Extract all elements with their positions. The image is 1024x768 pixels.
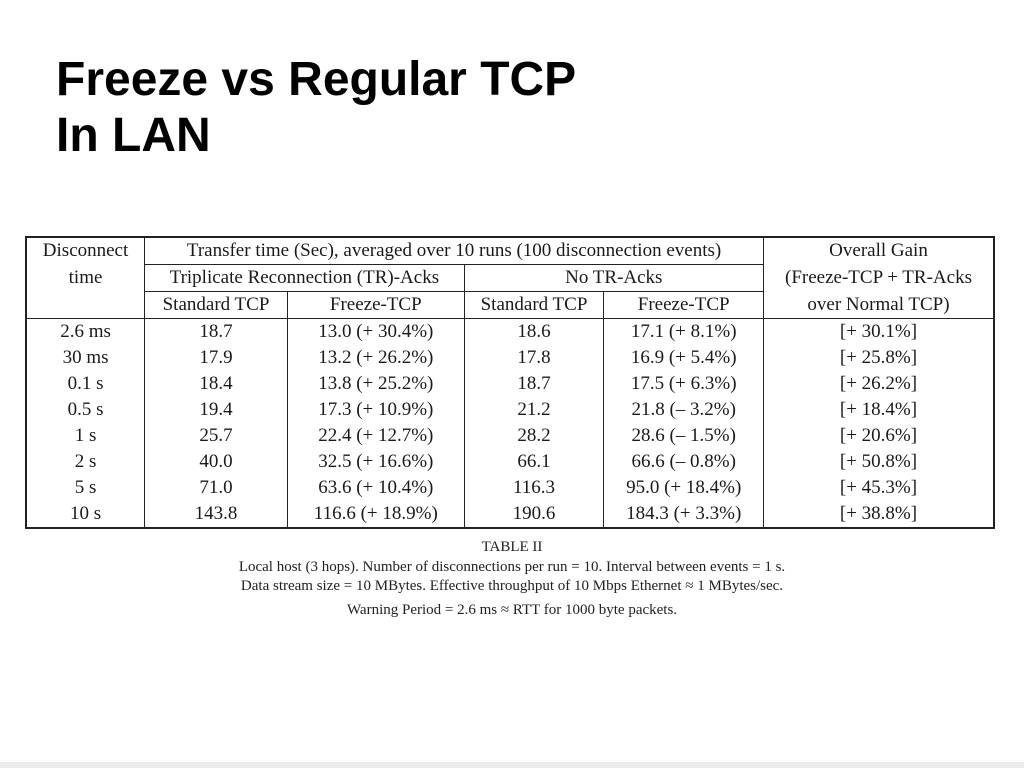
results-table bbox=[25, 236, 995, 529]
cell-time: 10 s bbox=[26, 501, 145, 528]
header-no-tr-acks: No TR-Acks bbox=[464, 265, 763, 292]
cell-tr-standard: 17.9 bbox=[145, 345, 288, 371]
cell-no-freeze: 184.3 (+ 3.3%) bbox=[604, 501, 764, 528]
cell-gain: [+ 20.6%] bbox=[839, 425, 918, 446]
cell-time: 0.5 s bbox=[26, 397, 145, 423]
cell-time: 0.1 s bbox=[26, 371, 145, 397]
cell-tr-freeze: 13.8 (+ 25.2%) bbox=[287, 371, 464, 397]
cell-no-freeze: 28.6 (– 1.5%) bbox=[604, 423, 764, 449]
header-no-standard-tcp: Standard TCP bbox=[464, 292, 604, 319]
cell-no-standard: 17.8 bbox=[464, 345, 604, 371]
table-row bbox=[26, 371, 994, 397]
caption-label: TABLE II bbox=[481, 539, 543, 555]
cell-no-standard: 18.7 bbox=[464, 371, 604, 397]
cell-no-freeze: 66.6 (– 0.8%) bbox=[604, 449, 764, 475]
cell-no-standard: 190.6 bbox=[464, 501, 604, 528]
cell-no-standard: 18.6 bbox=[464, 319, 604, 346]
slide-title bbox=[56, 52, 576, 164]
cell-time: 1 s bbox=[26, 423, 145, 449]
cell-tr-standard: 18.7 bbox=[145, 319, 288, 346]
cell-tr-freeze: 32.5 (+ 16.6%) bbox=[287, 449, 464, 475]
header-transfer-time: Transfer time (Sec), averaged over 10 runs (100 disconnection events) bbox=[145, 237, 764, 265]
bottom-divider bbox=[0, 762, 1024, 768]
header-row-3 bbox=[26, 292, 994, 319]
cell-no-standard: 21.2 bbox=[464, 397, 604, 423]
cell-no-freeze: 95.0 (+ 18.4%) bbox=[604, 475, 764, 501]
cell-gain: [+ 30.1%] bbox=[839, 321, 918, 342]
header-disconnect-line2: time bbox=[26, 265, 145, 292]
caption-line-3: Warning Period = 2.6 ms ≈ RTT for 1000 byte packets. bbox=[346, 601, 678, 618]
cell-no-freeze: 17.5 (+ 6.3%) bbox=[604, 371, 764, 397]
caption-line-1: Local host (3 hops). Number of disconnections per run = 10. Interval between events = 1 s. bbox=[238, 558, 786, 575]
cell-no-freeze: 16.9 (+ 5.4%) bbox=[604, 345, 764, 371]
cell-tr-freeze: 13.0 (+ 30.4%) bbox=[287, 319, 464, 346]
caption-line-2: Data stream size = 10 MBytes. Effective throughput of 10 Mbps Ethernet ≈ 1 MBytes/sec. bbox=[240, 578, 784, 594]
cell-tr-freeze: 63.6 (+ 10.4%) bbox=[287, 475, 464, 501]
table-row bbox=[26, 423, 994, 449]
table-caption bbox=[0, 538, 1024, 620]
cell-tr-standard: 143.8 bbox=[145, 501, 288, 528]
cell-gain: [+ 45.3%] bbox=[839, 477, 918, 498]
cell-tr-standard: 40.0 bbox=[145, 449, 288, 475]
cell-tr-standard: 18.4 bbox=[145, 371, 288, 397]
title-line-2: In LAN bbox=[56, 109, 211, 162]
cell-tr-standard: 25.7 bbox=[145, 423, 288, 449]
table-row bbox=[26, 475, 994, 501]
cell-no-standard: 66.1 bbox=[464, 449, 604, 475]
cell-time: 5 s bbox=[26, 475, 145, 501]
header-no-freeze-tcp: Freeze-TCP bbox=[604, 292, 764, 319]
header-disconnect-line1: Disconnect bbox=[26, 237, 145, 265]
cell-time: 2 s bbox=[26, 449, 145, 475]
cell-gain: [+ 18.4%] bbox=[839, 399, 918, 420]
cell-gain: [+ 26.2%] bbox=[839, 373, 918, 394]
cell-gain: [+ 38.8%] bbox=[839, 503, 918, 524]
header-tr-acks: Triplicate Reconnection (TR)-Acks bbox=[145, 265, 465, 292]
header-overall-gain-line1: Overall Gain bbox=[829, 240, 928, 262]
cell-tr-standard: 19.4 bbox=[145, 397, 288, 423]
cell-tr-freeze: 17.3 (+ 10.9%) bbox=[287, 397, 464, 423]
cell-no-freeze: 21.8 (– 3.2%) bbox=[604, 397, 764, 423]
cell-gain: [+ 50.8%] bbox=[839, 451, 918, 472]
table-row bbox=[26, 449, 994, 475]
cell-tr-freeze: 116.6 (+ 18.9%) bbox=[287, 501, 464, 528]
cell-tr-freeze: 13.2 (+ 26.2%) bbox=[287, 345, 464, 371]
header-tr-freeze-tcp: Freeze-TCP bbox=[287, 292, 464, 319]
table-row bbox=[26, 345, 994, 371]
cell-no-freeze: 17.1 (+ 8.1%) bbox=[604, 319, 764, 346]
cell-tr-standard: 71.0 bbox=[145, 475, 288, 501]
header-overall-gain-line3: over Normal TCP) bbox=[764, 292, 995, 319]
cell-gain: [+ 25.8%] bbox=[839, 347, 918, 368]
cell-tr-freeze: 22.4 (+ 12.7%) bbox=[287, 423, 464, 449]
header-tr-standard-tcp: Standard TCP bbox=[145, 292, 288, 319]
cell-no-standard: 116.3 bbox=[464, 475, 604, 501]
header-overall-gain-line2: (Freeze-TCP + TR-Acks bbox=[785, 267, 972, 288]
header-disconnect-blank bbox=[26, 292, 145, 319]
table-row bbox=[26, 319, 994, 346]
table-row bbox=[26, 501, 994, 528]
header-row-1 bbox=[26, 237, 994, 265]
table-row bbox=[26, 397, 994, 423]
title-line-1: Freeze vs Regular TCP bbox=[56, 53, 577, 106]
cell-time: 30 ms bbox=[26, 345, 145, 371]
header-row-2 bbox=[26, 265, 994, 292]
cell-no-standard: 28.2 bbox=[464, 423, 604, 449]
cell-time: 2.6 ms bbox=[26, 319, 145, 346]
